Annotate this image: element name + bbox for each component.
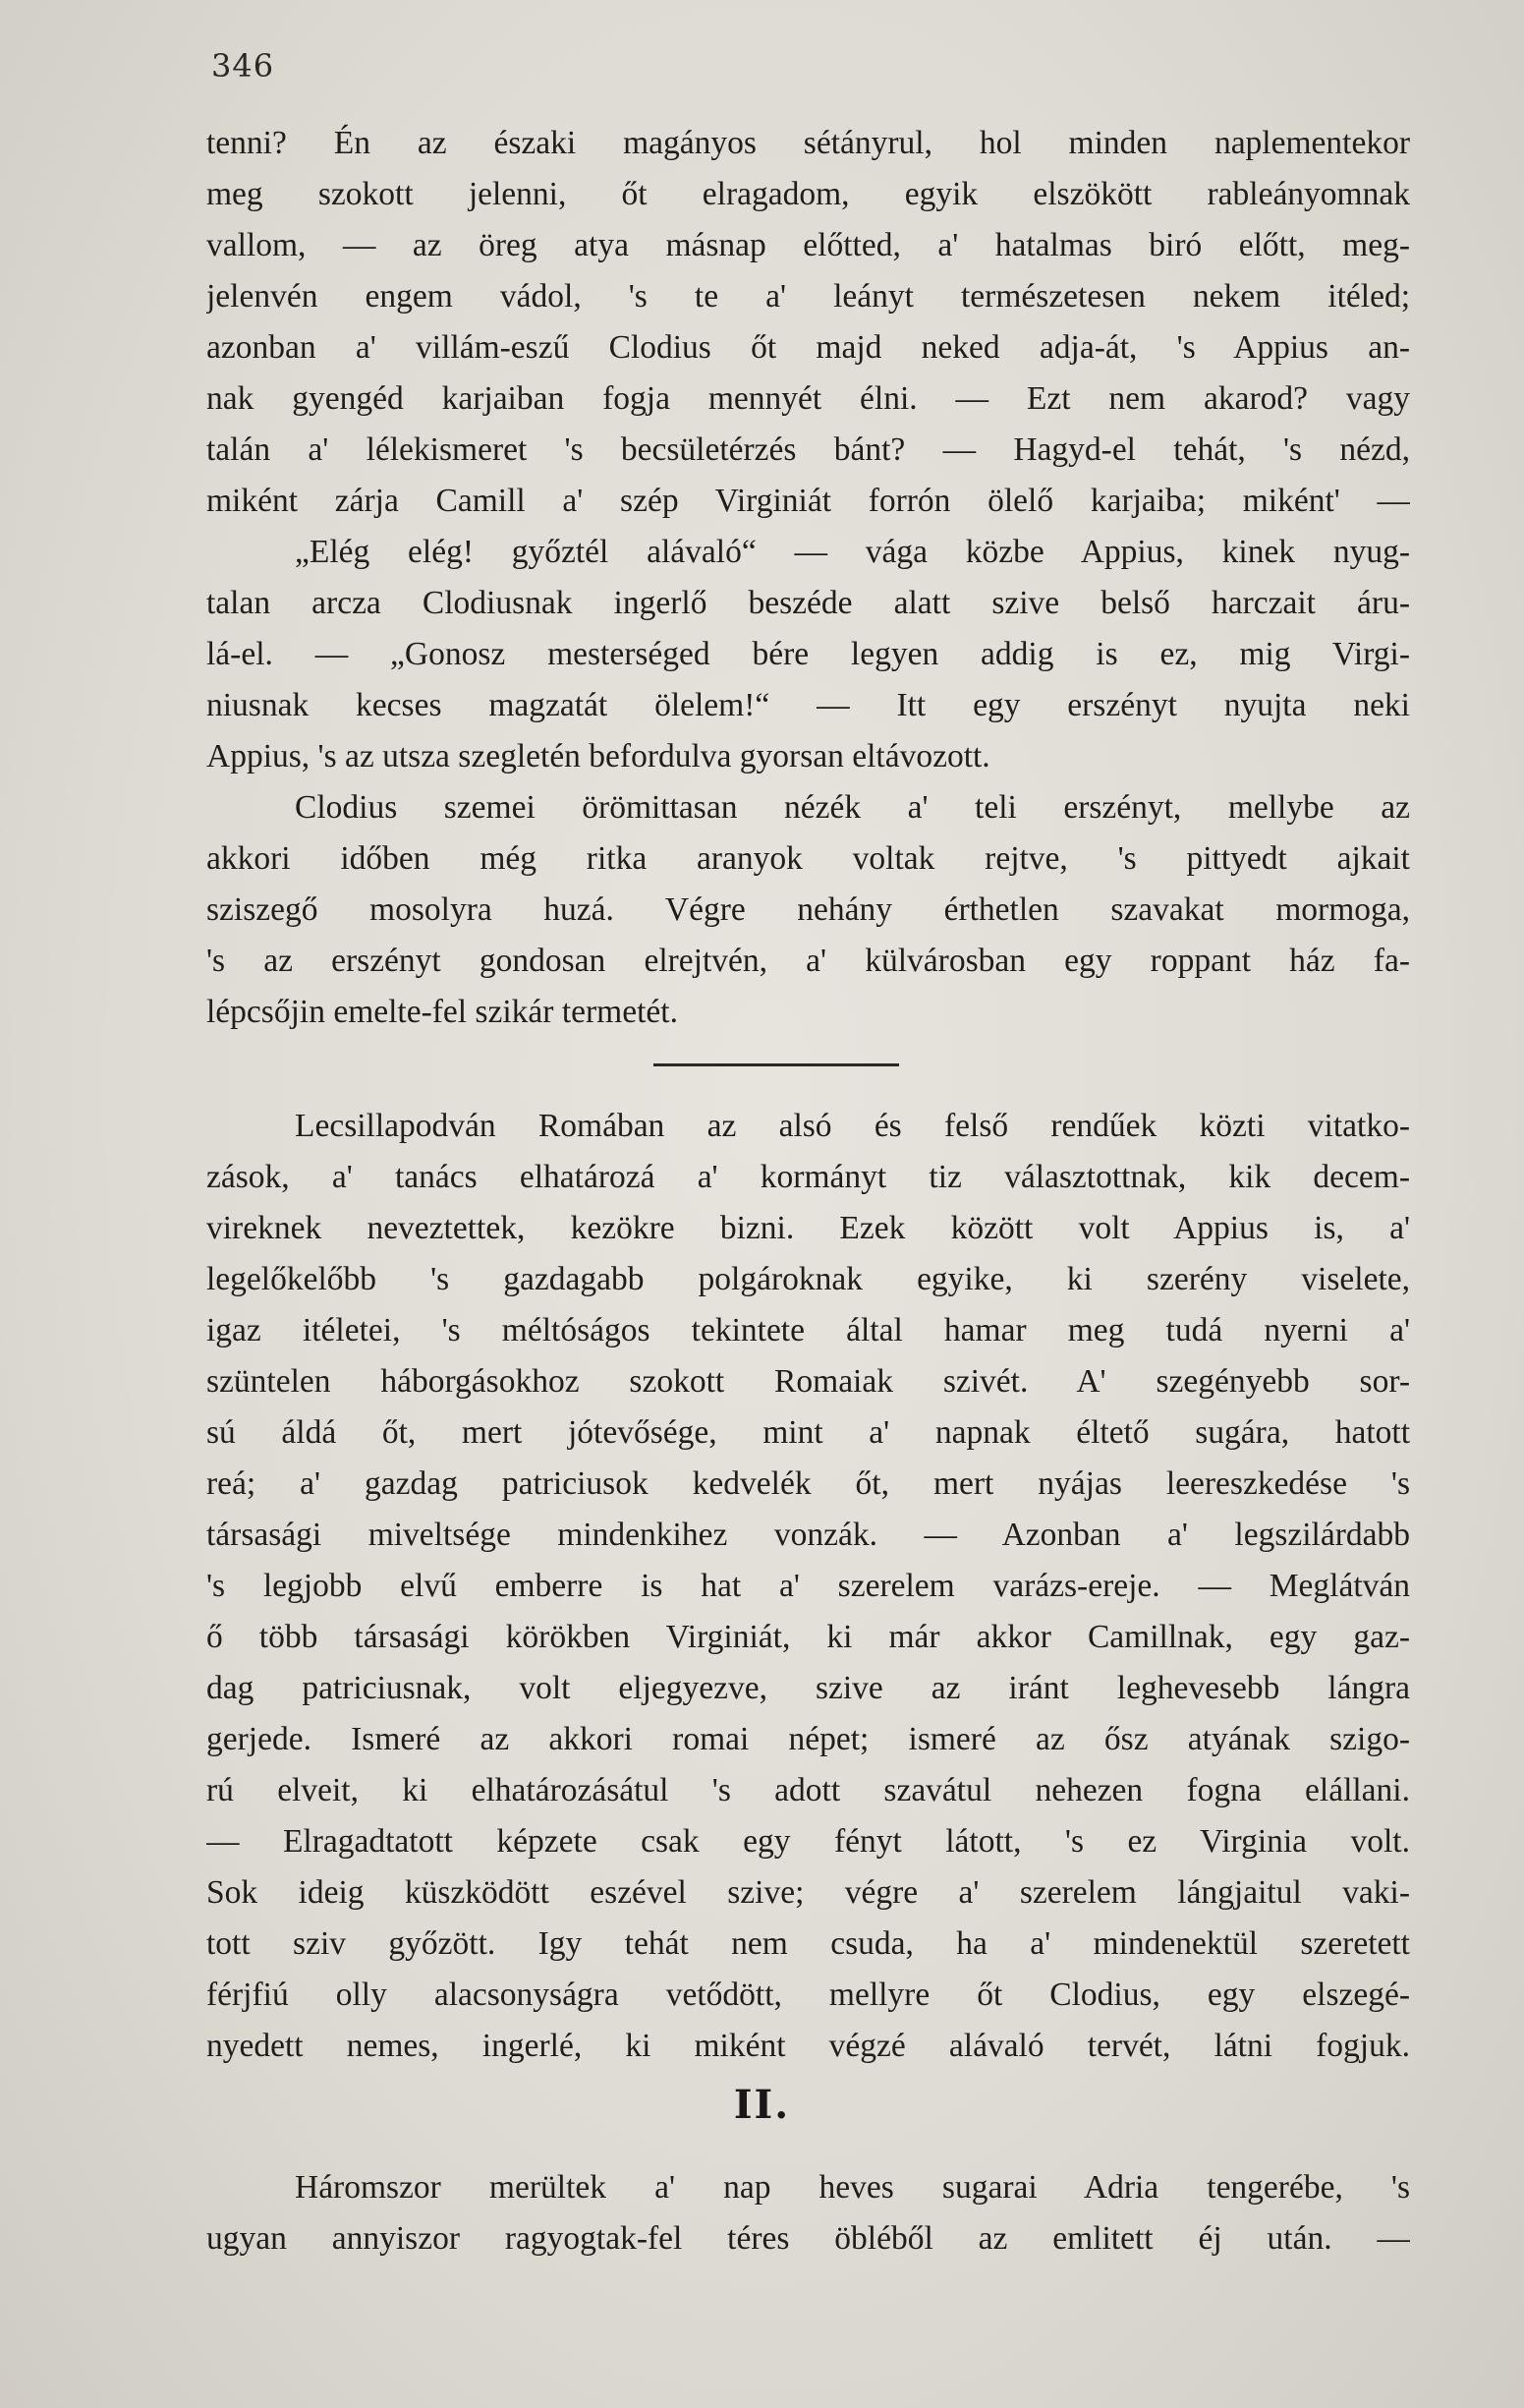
text-line: nak gyengéd karjaiban fogja mennyét élni. — Ezt nem akarod? vagy: [206, 380, 1410, 417]
text-line: dag patriciusnak, volt eljegyezve, szive az iránt leghevesebb lángra: [206, 1670, 1410, 1706]
paragraph-appius: [206, 1101, 1410, 2072]
text-line: meg szokott jelenni, őt elragadom, egyik elszökött rableányomnak: [206, 176, 1410, 212]
text-line: azonban a' villám-eszű Clodius őt majd neked adja-át, 's Appius an-: [206, 329, 1410, 366]
text-line: sú áldá őt, mert jótevősége, mint a' napnak éltető sugára, hatott: [206, 1414, 1410, 1451]
text-line: gerjede. Ismeré az akkori romai népet; ismeré az ősz atyának szigo-: [206, 1721, 1410, 1757]
text-line: „Elég elég! győztél alávaló“ — vága közbe Appius, kinek nyug-: [295, 534, 1410, 570]
section-divider: [653, 1063, 899, 1066]
text-line: sziszegő mosolyra huzá. Végre nehány érthetlen szavakat mormoga,: [206, 891, 1410, 928]
paragraph-section2: [206, 2162, 1410, 2265]
text-line: szüntelen háborgásokhoz szokott Romaiak szivét. A' szegényebb sor-: [206, 1363, 1410, 1400]
text-line: jelenvén engem vádol, 's te a' leányt természetesen nekem itéled;: [206, 278, 1410, 315]
text-line: férjfiú olly alacsonyságra vetődött, mellyre őt Clodius, egy elszegé-: [206, 1977, 1410, 2013]
text-line: — Elragadtatott képzete csak egy fényt látott, 's ez Virginia volt.: [206, 1823, 1410, 1860]
text-line: Lecsillapodván Romában az alsó és felső rendűek közti vitatko-: [295, 1108, 1410, 1144]
text-line: lépcsőjin emelte-fel szikár termetét.: [206, 994, 678, 1030]
text-line: talan arcza Clodiusnak ingerlő beszéde alatt szive belső harczait áru-: [206, 585, 1410, 621]
text-line: Appius, 's az utsza szegletén befordulva gyorsan eltávozott.: [206, 738, 990, 774]
text-line: reá; a' gazdag patriciusok kedvelék őt, mert nyájas leereszkedése 's: [206, 1465, 1410, 1502]
section-heading: II.: [733, 2082, 791, 2128]
text-line: vallom, — az öreg atya másnap előtted, a' hatalmas biró előtt, meg-: [206, 227, 1410, 263]
text-line: nyedett nemes, ingerlé, ki miként végzé alávaló tervét, látni fogjuk.: [206, 2028, 1410, 2064]
text-line: vireknek neveztettek, kezökre bizni. Ezek között volt Appius is, a': [206, 1210, 1410, 1246]
text-line: társasági miveltsége mindenkihez vonzák. — Azonban a' legszilárdabb: [206, 1517, 1410, 1553]
page-number: 346: [211, 47, 275, 85]
text-line: 's az erszényt gondosan elrejtvén, a' külvárosban egy roppant ház fa-: [206, 943, 1410, 979]
text-line: Clodius szemei örömittasan nézék a' teli erszényt, mellybe az: [295, 789, 1410, 826]
text-line: akkori időben még ritka aranyok voltak rejtve, 's pittyedt ajkait: [206, 840, 1410, 877]
text-line: niusnak kecses magzatát ölelem!“ — Itt egy erszényt nyujta neki: [206, 687, 1410, 723]
text-line: talán a' lélekismeret 's becsületérzés bánt? — Hagyd-el tehát, 's nézd,: [206, 431, 1410, 468]
text-line: tenni? Én az északi magányos sétányrul, hol minden naplementekor: [206, 125, 1410, 161]
text-line: Háromszor merültek a' nap heves sugarai Adria tengerébe, 's: [295, 2169, 1410, 2206]
text-line: ő több társasági körökben Virginiát, ki már akkor Camillnak, egy gaz-: [206, 1619, 1410, 1655]
text-line: miként zárja Camill a' szép Virginiát forrón ölelő karjaiba; miként' —: [206, 483, 1410, 519]
text-line: zások, a' tanács elhatározá a' kormányt tiz választottnak, kik decem-: [206, 1159, 1410, 1195]
paragraph-intro: [206, 118, 1410, 1038]
text-line: legelőkelőbb 's gazdagabb polgároknak egyike, ki szerény viselete,: [206, 1261, 1410, 1297]
text-line: lá-el. — „Gonosz mesterséged bére legyen addig is ez, mig Virgi-: [206, 636, 1410, 672]
text-line: 's legjobb elvű emberre is hat a' szerelem varázs-ereje. — Meglátván: [206, 1568, 1410, 1604]
text-line: rú elveit, ki elhatározásátul 's adott szavátul nehezen fogna elállani.: [206, 1772, 1410, 1808]
text-line: ugyan annyiszor ragyogtak-fel téres öbléből az emlitett éj után. —: [206, 2220, 1410, 2257]
text-line: tott sziv győzött. Igy tehát nem csuda, ha a' mindenektül szeretett: [206, 1925, 1410, 1962]
text-line: igaz itéletei, 's méltóságos tekintete által hamar meg tudá nyerni a': [206, 1312, 1410, 1348]
text-line: Sok ideig küszködött eszével szive; végre a' szerelem lángjaitul vaki-: [206, 1874, 1410, 1911]
